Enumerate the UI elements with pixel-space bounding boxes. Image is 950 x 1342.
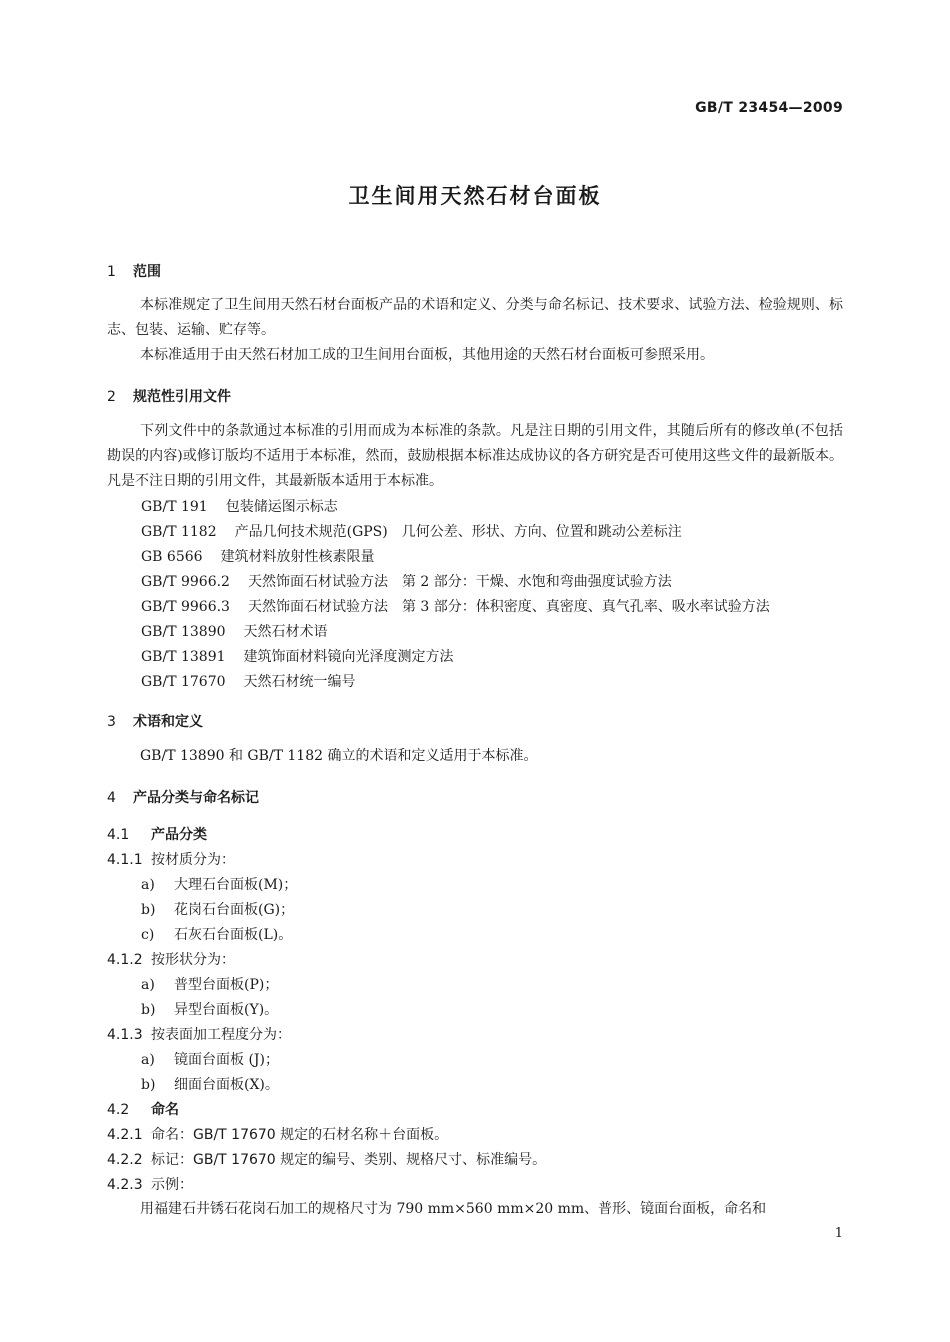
list-item xyxy=(141,999,278,1019)
list-label: c) xyxy=(141,927,155,943)
reference-code: GB 6566 xyxy=(141,549,203,565)
clause-text: 示例： xyxy=(151,1177,193,1193)
section-1-paragraph-2: 本标准适用于由天然石材加工成的卫生间用台面板，其他用途的天然石材台面板可参照采用。 xyxy=(140,347,714,363)
list-text: 石灰石台面板(L)。 xyxy=(174,927,293,943)
reference-code: GB/T 1182 xyxy=(141,524,217,540)
reference-item xyxy=(141,521,682,541)
clause-number: 4.2.2 xyxy=(107,1152,143,1168)
reference-title: 天然石材术语 xyxy=(243,624,328,640)
reference-code: GB/T 9966.3 xyxy=(141,599,230,615)
section-3-paragraph-1: GB/T 13890 和 GB/T 1182 确立的术语和定义适用于本标准。 xyxy=(140,748,538,764)
list-label: b) xyxy=(141,1002,156,1018)
list-label: b) xyxy=(141,1077,156,1093)
list-text: 花岗石台面板(G)； xyxy=(174,902,295,918)
list-label: a) xyxy=(141,1052,155,1068)
subsection-4-1-heading xyxy=(107,824,207,844)
section-title: 范围 xyxy=(133,264,161,280)
reference-title: 建筑饰面材料镜向光泽度测定方法 xyxy=(243,649,454,665)
clause-text: 标记：GB/T 17670 规定的编号、类别、规格尺寸、标准编号。 xyxy=(151,1152,547,1168)
reference-item xyxy=(141,496,338,516)
clause-number: 4.1.1 xyxy=(107,852,143,868)
list-item xyxy=(141,899,294,919)
standard-code: GB/T 23454—2009 xyxy=(695,100,843,116)
section-title: 产品分类与命名标记 xyxy=(133,790,259,806)
document-title: 卫生间用天然石材台面板 xyxy=(348,184,602,208)
reference-code: GB/T 13890 xyxy=(141,624,226,640)
section-2-paragraph-1: 下列文件中的条款通过本标准的引用而成为本标准的条款。凡是注日期的引用文件，其随后所有的修改单(不包括勘误的内容)或修订版均不适用于本标准，然而，鼓励根据本标准达成协议的各方研究是否可使用这些文件的最新版本。凡是不注日期的引用文件，其最新版本适用于本标准。 xyxy=(107,423,843,489)
clause-text: 按表面加工程度分为： xyxy=(151,1027,291,1043)
list-label: a) xyxy=(141,977,155,993)
section-1-paragraph-1: 本标准规定了卫生间用天然石材台面板产品的术语和定义、分类与命名标记、技术要求、试验方法、检验规则、标志、包装、运输、贮存等。 xyxy=(107,297,843,338)
section-4-heading xyxy=(107,787,259,807)
clause-4-2-1 xyxy=(107,1124,448,1144)
list-item xyxy=(141,924,292,944)
reference-code: GB/T 9966.2 xyxy=(141,574,230,590)
example-paragraph: 用福建石井锈石花岗石加工的规格尺寸为 790 mm×560 mm×20 mm、普形、镜面台面板，命名和 xyxy=(140,1201,767,1217)
clause-number: 4.1.3 xyxy=(107,1027,143,1043)
list-label: b) xyxy=(141,902,156,918)
list-text: 镜面台面板 (J)； xyxy=(174,1052,279,1068)
clause-text: 命名：GB/T 17670 规定的石材名称＋台面板。 xyxy=(151,1127,449,1143)
section-number: 1 xyxy=(107,264,116,280)
list-text: 大理石台面板(M)； xyxy=(174,877,298,893)
reference-item xyxy=(141,621,328,641)
clause-4-2-3 xyxy=(107,1174,193,1194)
reference-code: GB/T 17670 xyxy=(141,674,226,690)
list-item xyxy=(141,874,297,894)
clause-4-1-3 xyxy=(107,1024,291,1044)
list-item xyxy=(141,1074,279,1094)
list-text: 普型台面板(P)； xyxy=(174,977,279,993)
section-2-heading xyxy=(107,386,231,406)
clause-4-2-2 xyxy=(107,1149,546,1169)
section-title: 规范性引用文件 xyxy=(133,389,231,405)
reference-title: 天然石材统一编号 xyxy=(243,674,356,690)
reference-title: 天然饰面石材试验方法 第 3 部分：体积密度、真密度、真气孔率、吸水率试验方法 xyxy=(247,599,770,615)
reference-title: 建筑材料放射性核素限量 xyxy=(220,549,375,565)
reference-item xyxy=(141,646,454,666)
reference-item xyxy=(141,671,356,691)
page-number: 1 xyxy=(834,1226,843,1241)
section-number: 4 xyxy=(107,790,116,806)
clause-text: 按材质分为： xyxy=(151,852,235,868)
section-title: 术语和定义 xyxy=(133,714,203,730)
reference-item xyxy=(141,596,770,616)
clause-4-1-2 xyxy=(107,949,235,969)
clause-number: 4.1.2 xyxy=(107,952,143,968)
reference-item xyxy=(141,571,672,591)
list-text: 细面台面板(X)。 xyxy=(174,1077,279,1093)
list-text: 异型台面板(Y)。 xyxy=(174,1002,279,1018)
reference-code: GB/T 191 xyxy=(141,499,208,515)
subsection-number: 4.1 xyxy=(107,827,130,843)
subsection-title: 产品分类 xyxy=(151,827,207,843)
section-1-heading xyxy=(107,261,161,281)
subsection-4-2-heading xyxy=(107,1099,179,1119)
clause-number: 4.2.1 xyxy=(107,1127,143,1143)
clause-4-1-1 xyxy=(107,849,235,869)
reference-title: 产品几何技术规范(GPS) 几何公差、形状、方向、位置和跳动公差标注 xyxy=(234,524,682,540)
reference-title: 包装储运图示标志 xyxy=(225,499,338,515)
section-number: 3 xyxy=(107,714,116,730)
list-item xyxy=(141,974,278,994)
section-number: 2 xyxy=(107,389,116,405)
clause-number: 4.2.3 xyxy=(107,1177,143,1193)
subsection-title: 命名 xyxy=(151,1102,179,1118)
reference-code: GB/T 13891 xyxy=(141,649,226,665)
clause-text: 按形状分为： xyxy=(151,952,235,968)
section-3-heading xyxy=(107,711,203,731)
reference-title: 天然饰面石材试验方法 第 2 部分：干燥、水饱和弯曲强度试验方法 xyxy=(247,574,672,590)
list-label: a) xyxy=(141,877,155,893)
subsection-number: 4.2 xyxy=(107,1102,130,1118)
reference-item xyxy=(141,546,375,566)
list-item xyxy=(141,1049,279,1069)
